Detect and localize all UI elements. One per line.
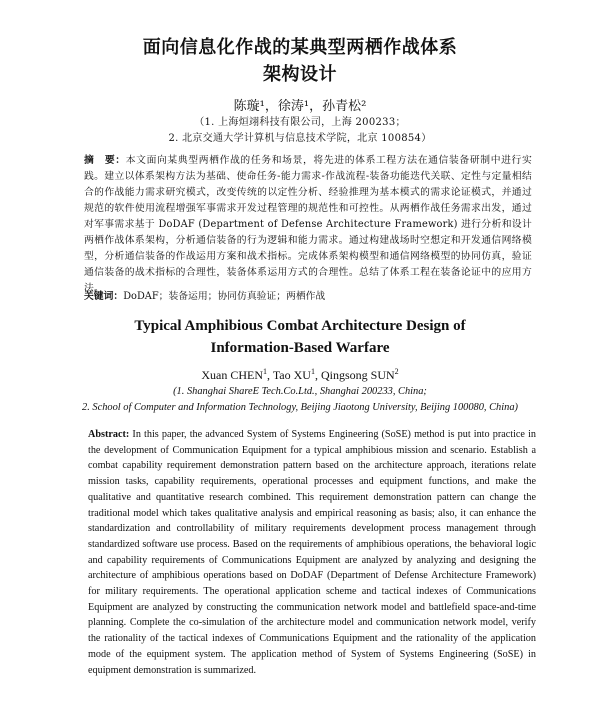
chinese-keywords xyxy=(84,289,532,305)
author-superscript: 2 xyxy=(394,367,399,376)
english-title-line2: Information-Based Warfare xyxy=(210,340,390,356)
english-affiliation-1: (1. Shanghai ShareE Tech.Co.Ltd., Shanghai 200233, China; xyxy=(173,386,427,397)
author-name: Qingsong SUN xyxy=(320,368,395,382)
english-abstract-text: In this paper, the advanced System of Systems Engineering (SoSE) method is put into practice in the development of Communication Equipment for a typical amphibious mission and scenario. Establish a combat capability requirement demonstration pattern based on the architecture approach, iterations relate mission tasks, capability requirements, operational processes and equipment functions, and make the qualitative and quantitative research combined. This requirement demonstration pattern can change the traditional model which takes qualitative analysis and empirical reasoning as basis; also, it can enhance the standardization and controllability of military requirements development process management through standardized software use process. Based on the requirements of amphibious operations, the behavioral logic and capability requirements of Communications Equipment are analyzed by analyzing and designing the architecture of amphibious operations based on DoDAF (Department of Defense Architecture Framework) for military requirements. The operational application scheme and tactical indexes of Communications Equipment are analyzed by constructing the communication network model and battlefield space-and-time planning. Complete the co-simulation of the architecture model and communication network model, verify the rationality of the tactical indexes of Communications Equipment and the rationality of the application mode of the equipment system. The application method of System of Systems Engineering (SoSE) in equipment demonstration is summarized. xyxy=(88,429,536,676)
chinese-abstract-label: 摘 要： xyxy=(84,155,126,166)
english-abstract xyxy=(88,427,536,678)
chinese-affiliation-1: （1. 上海烜翊科技有限公司，上海 200233； xyxy=(194,117,406,128)
chinese-authors: 陈璇¹，徐涛¹，孙青松² xyxy=(233,99,367,114)
english-affiliation-2: 2. School of Computer and Information Technology, Beijing Jiaotong University, Beijing 100080, China) xyxy=(82,402,518,413)
chinese-abstract-text: 本文面向某典型两栖作战的任务和场景，将先进的体系工程方法在通信装备研制中进行实践。建立以体系架构方法为基础、使命任务-能力需求-作战流程-装备功能迭代关联、定性与定量相结合的作战能力需求研究模式，改变传统的以定性分析、经验推理为基本模式的需求论证模式，并通过规范的软件使用流程增强军事需求开发过程管理的规范性和可控性。从两栖作战任务需求出发，通过对军事需求基于 DoDAF (Department of Defense Architecture Framework) 进行分析和设计两栖作战体系架构，分析通信装备的行为逻辑和能力需求。通过构建战场时空想定和开发通信网络模型，分析通信装备的作战运用方案和战术指标。完成体系架构模型和通信网络模型的协同仿真，验证通信装备的战术指标的合理性，装备体系运用方式的合理性。总结了体系工程在装备论证中的应用方法。 xyxy=(84,155,532,294)
author-name: Xuan CHEN xyxy=(201,368,264,382)
author-superscript: 1 xyxy=(310,367,315,376)
english-abstract-label: Abstract: xyxy=(88,429,130,440)
chinese-title-line2: 架构设计 xyxy=(263,64,337,85)
author-superscript: 1 xyxy=(263,367,268,376)
english-title-line1: Typical Amphibious Combat Architecture Design of xyxy=(134,318,466,334)
chinese-keywords-label: 关键词： xyxy=(84,291,124,302)
chinese-keywords-text: DoDAF；装备运用；协同仿真验证；两栖作战 xyxy=(123,291,326,302)
author-name: Tao XU xyxy=(272,368,311,382)
chinese-affiliation-2: 2. 北京交通大学计算机与信息技术学院，北京 100854） xyxy=(168,133,432,144)
english-authors: Xuan CHEN$^1$, Tao $XU^1$, Qingsong SUN$^2$ xyxy=(201,367,399,382)
chinese-title-line1: 面向信息化作战的某典型两栖作战体系 xyxy=(142,37,458,58)
chinese-abstract xyxy=(84,153,532,297)
